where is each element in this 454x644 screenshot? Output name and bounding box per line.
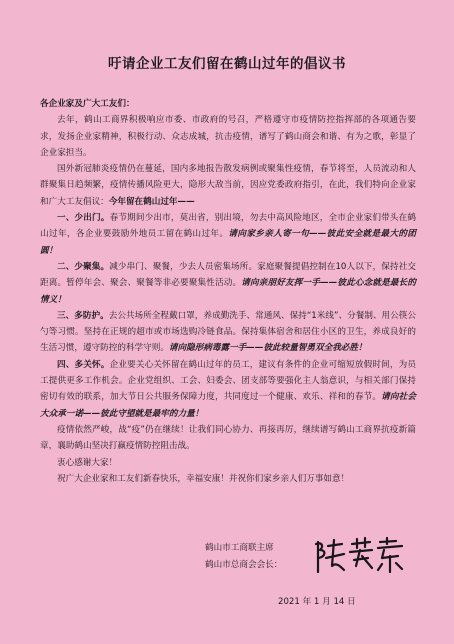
context-dash: —— xyxy=(177,196,195,207)
section-1 xyxy=(40,210,416,259)
section-3-slogan: 请向隐形病毒露一手——彼此较量智勇双全我必胜！ xyxy=(168,343,367,354)
context-text: 国外新冠肺炎疫情仍在蔓延，国内多地报告散发病例或聚集性疫情，春节将至，人员流动和人群聚集日趋频繁，疫情传播风险更大，隐形大敌当前，因应党委政府指引，在此，我们特向企业家和广大工友倡议： xyxy=(40,164,416,207)
paragraph-thanks: 衷心感谢大家！ xyxy=(57,457,118,468)
section-3 xyxy=(40,308,416,357)
section-3-text: 去公共场所全程戴口罩，养成勤洗手、常通风、保持“1米线”、分餐制、用公筷公勺等习惯。坚持在正规的超市或市场选购冷链食品。保持集体宿舍和居住小区的卫生，养成良好的生活习惯，遵守防控的科学守则。 xyxy=(40,310,416,354)
section-4-heading: 四、多关怀。 xyxy=(57,359,110,370)
section-4-slogan: 请向社会大众承一诺——彼此守望就是最牢的力量！ xyxy=(40,392,416,419)
signatory-title-2: 鹤山市总商会会长： xyxy=(205,559,283,570)
section-1-heading: 一、少出门。 xyxy=(57,213,110,224)
context-highlight: 今年留在鹤山过年 xyxy=(108,196,178,207)
section-2 xyxy=(40,259,416,308)
letter-date: 2021 年 1 月 14 日 xyxy=(278,597,356,607)
signatory-block xyxy=(205,540,282,573)
section-2-slogan: 请向亲朋好友挥一手——彼此心念就是最长的情义！ xyxy=(40,278,416,305)
section-3-heading: 三、多防护。 xyxy=(57,310,109,321)
section-1-slogan: 请向家乡亲人寄一句——彼此安全就是最大的团圆！ xyxy=(40,229,416,256)
section-2-text: 减少串门、聚餐，少去人员密集场所。家庭聚餐提倡控制在10人以下，保持社交距离。暂停年会、聚会、聚餐等非必要聚集性活动。 xyxy=(40,261,416,289)
page-title: 吁请企业工友们留在鹤山过年的倡议书 xyxy=(108,56,346,72)
section-4-text: 企业要关心关怀留在鹤山过年的员工，建议有条件的企业可缩短放假时间，为员工提供更多工作机会。企业党组织、工会、妇委会、团支部等要强化主人翁意识，与相关部门保持密切有效的联系，加大节日公共服务保障力度，共同度过一个健康、欢乐、祥和的春节。 xyxy=(40,359,416,403)
section-2-heading: 二、少聚集。 xyxy=(57,261,110,272)
section-1-text: 春节期间少出市，莫出省，别出境，勿去中高风险地区，全市企业家们带头在鹤山过年，各企业要鼓励外地员工留在鹤山过年。 xyxy=(40,213,416,240)
handwritten-signature xyxy=(312,536,408,576)
letter-body xyxy=(40,96,416,487)
signatory-title-1: 鹤山市工商联主席 xyxy=(205,543,274,553)
section-4 xyxy=(40,357,416,422)
paragraph-context xyxy=(40,161,416,210)
paragraph-intro: 去年，鹤山工商界积极响应市委、市政府的号召，严格遵守市疫情防控指挥部的各项通告要求，发扬企业家精神，积极行动、众志成城，抗击疫情，谱写了鹤山商会和谐、有为之歌，彰显了企业家担当。 xyxy=(40,115,416,158)
paragraph-wishes: 祝广大企业家和工友们新春快乐，幸福安康！并祝你们家乡亲人们万事如意！ xyxy=(57,473,350,484)
salutation: 各企业家及广大工友们： xyxy=(40,99,135,109)
paragraph-closing: 疫情依然严峻，战“疫”仍在继续！让我们同心协力、再接再厉，继续谱写鹤山工商界抗疫新篇章，襄助鹤山坚决打赢疫情防控阻击战。 xyxy=(40,424,416,452)
